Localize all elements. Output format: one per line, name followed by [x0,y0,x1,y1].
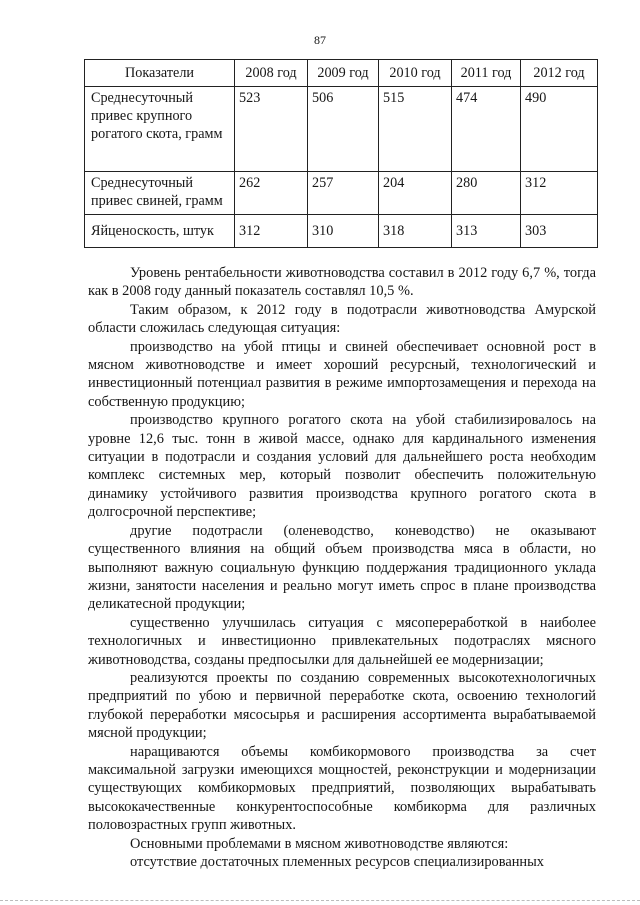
table-cell: 490 [521,87,598,172]
table-cell: 204 [379,172,452,215]
row-label: Яйценоскость, штук [85,215,235,248]
paragraph: Уровень рентабельности животноводства составил в 2012 году 6,7 %, тогда как в 2008 году данный показатель составлял 10,5 %. [88,265,596,300]
scan-edge [0,899,640,901]
livestock-indicators-table [84,59,598,248]
table-cell: 312 [235,215,308,248]
paragraph: производство крупного рогатого скота на убой стабилизировалось на уровне 12,6 тыс. тонн в живой массе, однако для кардинального изменения ситуации в подотрасли и создания условий для дальнейшего роста необходим комплекс системных мер, который позволит обеспечить положительную динамику устойчивого развития производства крупного рогатого скота в долгосрочной перспективе; [88,412,596,521]
table-header-cell: 2012 год [521,60,598,87]
table-row [85,172,598,215]
paragraph: другие подотрасли (оленеводство, коневодство) не оказывают существенного влияния на общий объем производства мяса в области, но выполняют важную социальную функцию поддержания традиционного уклада жизни, занятости населения и реально могут иметь спрос в плане производства деликатесной продукции; [88,522,596,613]
table-cell: 515 [379,87,452,172]
table-cell: 303 [521,215,598,248]
paragraph: отсутствие достаточных племенных ресурсов специализированных [130,854,544,870]
table-cell: 523 [235,87,308,172]
table-row [85,215,598,248]
body-text [88,264,596,871]
row-label: Среднесуточный привес свиней, грамм [85,172,235,215]
paragraph: производство на убой птицы и свиней обеспечивает основной рост в мясном животноводстве и имеет хороший ресурсный, технологический и инвестиционный потенциал развития в режиме импортозамещения и перехода на собственную продукцию; [88,338,596,410]
table-header-cell: Показатели [85,60,235,87]
table-cell: 312 [521,172,598,215]
row-label: Среднесуточный привес крупного рогатого скота, грамм [85,87,235,172]
page-number: 87 [314,33,326,47]
table-header-row [85,60,598,87]
table-row [85,87,598,172]
table-cell: 310 [308,215,379,248]
table-cell: 280 [452,172,521,215]
table-cell: 262 [235,172,308,215]
paragraph: наращиваются объемы комбикормового производства за счет максимальной загрузки имеющихся мощностей, реконструкции и модернизации существующих комбикормовых предприятий, позволяющих вырабатывать высококачественные конкурентоспособные комбикорма для различных половозрастных групп животных. [88,743,596,834]
table-cell: 318 [379,215,452,248]
table-cell: 474 [452,87,521,172]
table-cell: 257 [308,172,379,215]
table-cell: 506 [308,87,379,172]
paragraph: существенно улучшилась ситуация с мясопереработкой в наиболее технологичных и инвестиционно привлекательных подотраслях мясного животноводства, созданы предпосылки для дальнейшей ее модернизации; [88,614,596,668]
paragraph: Таким образом, к 2012 году в подотрасли животноводства Амурской области сложилась следующая ситуация: [88,301,596,337]
table-header-cell: 2011 год [452,60,521,87]
paragraph: реализуются проекты по созданию современных высокотехнологичных предприятий по убою и первичной переработке скота, освоению технологий глубокой переработки мясосырья и расширения ассортимента вырабатываемой мясной продукции; [88,669,596,742]
table-cell: 313 [452,215,521,248]
table-header-cell: 2008 год [235,60,308,87]
table-header-cell: 2010 год [379,60,452,87]
paragraph: Основными проблемами в мясном животноводстве являются: [130,835,509,852]
table-header-cell: 2009 год [308,60,379,87]
